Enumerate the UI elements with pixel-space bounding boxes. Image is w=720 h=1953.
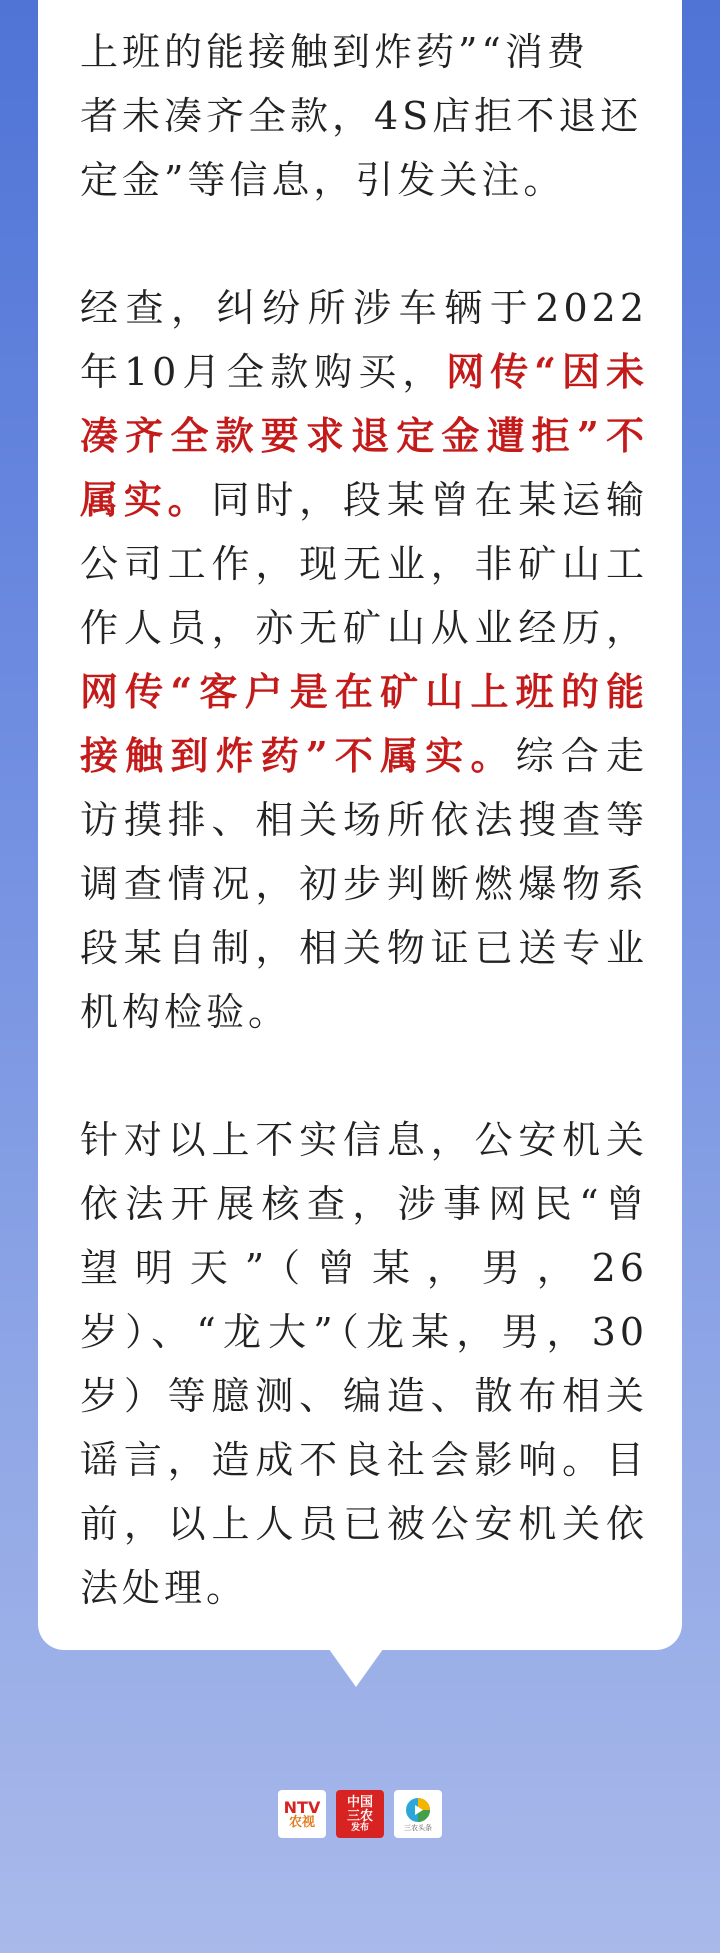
p2-text-c: 综合走访摸排、相关场所依法搜查等调查情况，初步判断燃爆物系段某自制，相关物证已送专业机构检验。 [80,734,648,1034]
p1-line3: 定金”等信息，引发关注。 [80,158,566,202]
p2-highlight-1: 网传“因未凑齐全款要求退定金遭拒”不属实。 [80,349,649,522]
paragraph-3 [80,1108,648,1620]
sannong-logo [336,1790,384,1838]
paragraph-1 [80,20,648,212]
paragraph-2 [80,276,648,1044]
ntv-logo-text: NTV [283,1797,321,1817]
p1-line1: 上班的能接触到炸药”“消费 [80,30,589,74]
ntv-logo-sub: 农视 [288,1814,315,1830]
p2-highlight-2: 网传“客户是在矿山上班的能接触到炸药”不属实。 [80,669,648,778]
article-body [80,20,648,1684]
p1-line2: 者未凑齐全款，4S店拒不退还 [80,94,643,138]
p3-text: 针对以上不实信息，公安机关依法开展核查，涉事网民“曾望明天”（曾某，男，26岁）、“龙大”（龙某，男，30岁）等臆测、编造、散布相关谣言，造成不良社会影响。目前，以上人员已被公安机关依法处理。 [80,1118,648,1610]
sannong-logo-line2: 三农 [346,1808,373,1824]
ntv-logo [278,1790,326,1838]
sannong-logo-line3: 发布 [350,1822,369,1833]
play-icon [405,1797,431,1823]
p2-text-b: 同时，段某曾在某运输公司工作，现无业，非矿山工作人员，亦无矿山从业经历， [80,478,648,650]
toutiao-logo-label: 三农头条 [404,1823,432,1832]
sannong-logo-line1: 中国 [346,1794,373,1810]
footer-logos [278,1790,442,1838]
toutiao-logo [394,1790,442,1838]
p2-text-a: 经查，纠纷所涉车辆于2022年10月全款购买， [80,286,648,394]
